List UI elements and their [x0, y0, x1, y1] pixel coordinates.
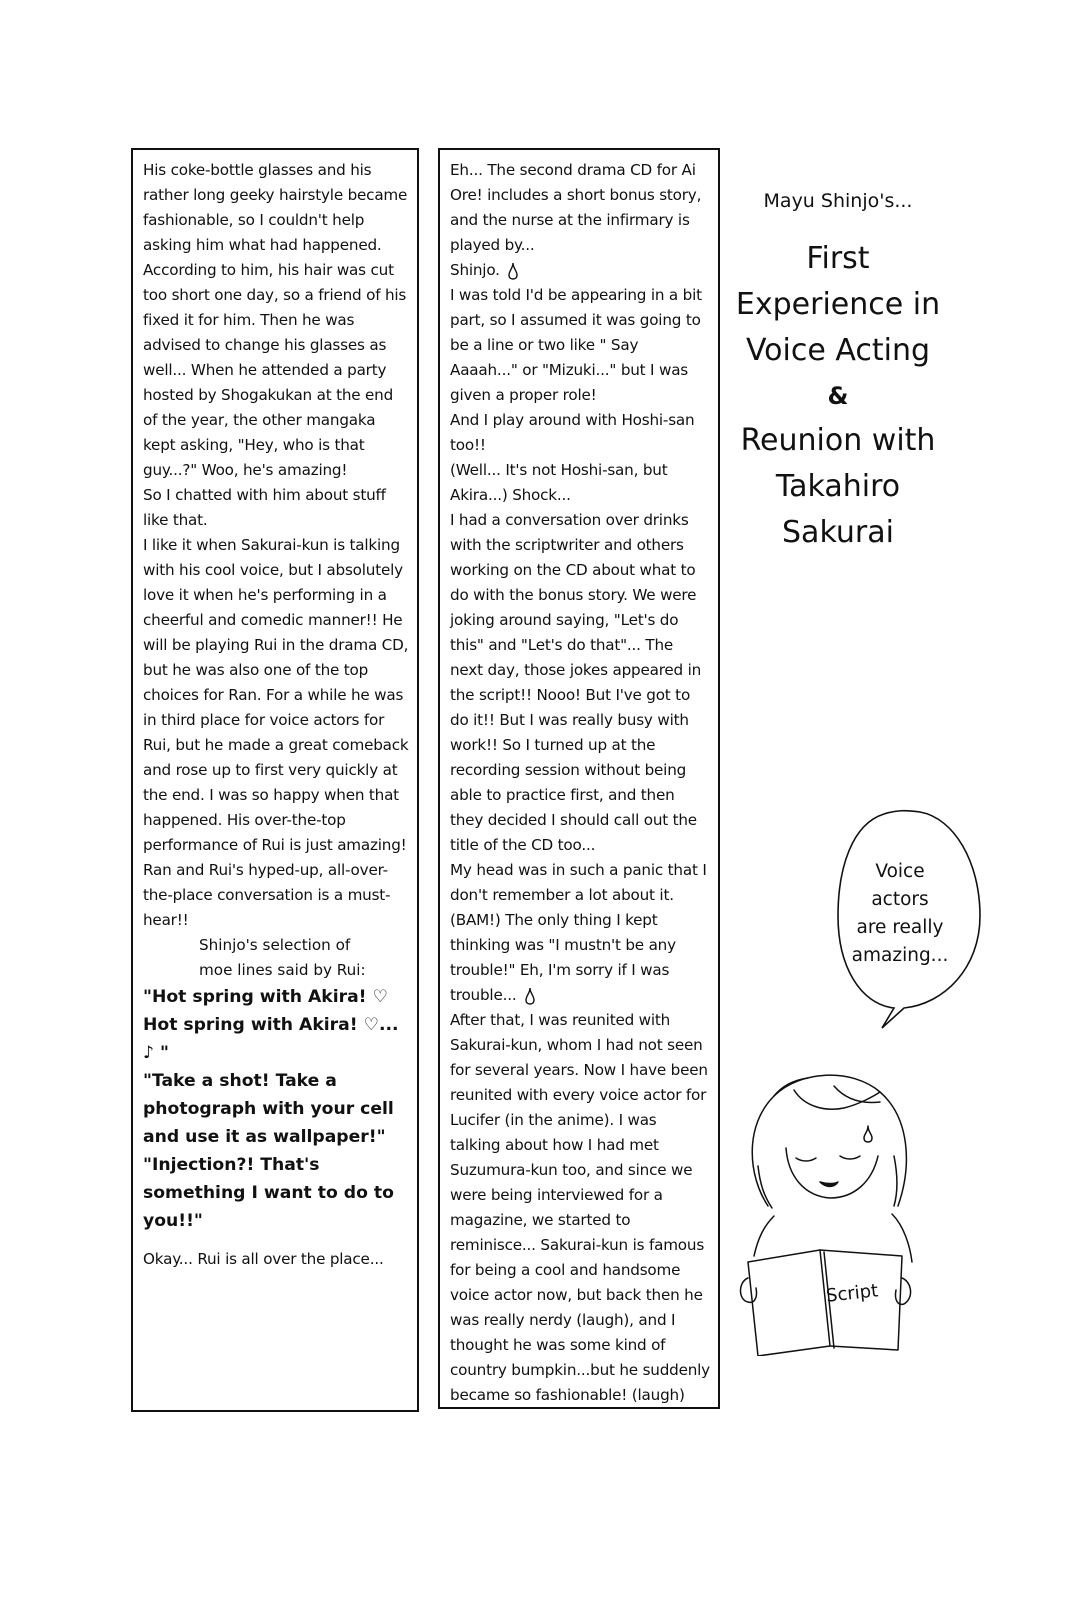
- bubble-line-1: Voice: [875, 861, 925, 882]
- left-text-column: [131, 148, 419, 1412]
- title-line-1: First: [806, 241, 870, 276]
- trouble-line: My head was in such a panic that I don't remember a lot about it. (BAM!) The only thing I kept thinking was "I mustn't be any trouble!" Eh, I'm sorry if I was trouble...: [450, 861, 707, 1004]
- left-paragraph-3: I like it when Sakurai-kun is talking with his cool voice, but I absolutely love it when he's performing in a cheerful and comedic manner!! He will be playing Rui in the drama CD, but he was also one of the top choices for Ran. For a while he was in third place for voice actors for Rui, but he made a great comeback and rose up to first very quickly at the end. I was so happy when that happened. His over-the-top performance of Rui is just amazing! Ran and Rui's hyped-up, all-over-the-place conversation is a must-hear!!: [143, 536, 409, 929]
- left-paragraph-2: So I chatted with him about stuff like that.: [143, 486, 386, 529]
- music-note-icon: ♪: [143, 1043, 154, 1063]
- script-label: Script: [825, 1280, 880, 1307]
- quote-take-a-shot: "Take a shot! Take a photograph with your cell and use it as wallpaper!": [143, 1071, 394, 1147]
- author-reading-script-illustration: [734, 1056, 924, 1356]
- title-block: [728, 186, 948, 556]
- middle-paragraph-1: Eh... The second drama CD for Ai Ore! includes a short bonus story, and the nurse at the infirmary is played by...: [450, 161, 702, 254]
- left-paragraph-1: His coke-bottle glasses and his rather long geeky hairstyle became fashionable, so I couldn't help asking him what had happened. According to him, his hair was cut too short one day, so a friend of his fixed it for him. Then he was advised to change his glasses as well... When he attended a party hosted by Shogakukan at the end of the year, the other mangaka kept asking, "Hey, who is that guy...?" Woo, he's amazing!: [143, 161, 408, 479]
- moe-lines-caption-1: Shinjo's selection of: [199, 936, 351, 954]
- title-line-3: Voice Acting: [745, 333, 930, 368]
- heart-icon: ♡: [372, 987, 388, 1007]
- middle-paragraph-5: (Well... It's not Hoshi-san, but Akira...) Shock...: [450, 461, 668, 504]
- quote-hot-spring-line2: Hot spring with Akira!: [143, 1015, 358, 1035]
- quote-close-mark: ": [153, 1043, 169, 1063]
- heart-icon: ♡: [363, 1015, 379, 1035]
- bubble-line-3: are really: [856, 917, 944, 938]
- title-line-2: Experience in: [735, 287, 941, 322]
- middle-paragraph-6: I had a conversation over drinks with the scriptwriter and others working on the CD about what to do with the bonus story. We were joking around saying, "Let's do this" and "Let's do that"... The next day, those jokes appeared in the script!! Nooo! But I've got to do it!! But I was really busy with work!! So I turned up at the recording session without being able to practice first, and then they decided I should call out the title of the CD too...: [450, 511, 702, 854]
- left-closing-line: Okay... Rui is all over the place...: [143, 1250, 384, 1268]
- speech-bubble-text: [838, 858, 962, 970]
- middle-paragraph-8: After that, I was reunited with Sakurai-kun, whom I had not seen for several years. Now I have been reunited with every voice actor for Lucifer (in the anime). I was talking about how I had met Suzumura-kun too, and since we were being interviewed for a magazine, we started to reminisce... Sakurai-kun is famous for being a cool and handsome voice actor now, but back then he was really nerdy (laugh), and I thought he was some kind of country bumpkin...but he suddenly became so fashionable! (laugh): [450, 1011, 710, 1404]
- quote-hot-spring-line1: "Hot spring with Akira!: [143, 987, 367, 1007]
- middle-paragraph-7: [450, 858, 710, 1008]
- title-ampersand: &: [827, 382, 849, 410]
- moe-lines-caption-2: moe lines said by Rui:: [199, 961, 366, 979]
- middle-paragraph-3: I was told I'd be appearing in a bit part, so I assumed it was going to be a line or two like " Say Aaaah..." or "Mizuki..." but I was given a proper role!: [450, 286, 702, 404]
- middle-paragraph-4: And I play around with Hoshi-san too!!: [450, 411, 695, 454]
- shinjo-line: Shinjo.: [450, 261, 500, 279]
- title-line-5: Takahiro: [775, 469, 901, 504]
- title-line-6: Sakurai: [782, 515, 894, 550]
- quote-ellipsis: ...: [378, 1015, 399, 1035]
- sweat-drop-icon: [525, 987, 535, 1005]
- middle-text-column: [438, 148, 720, 1409]
- author-byline: Mayu Shinjo's...: [763, 190, 913, 212]
- middle-paragraph-2: [450, 258, 710, 283]
- quote-injection: "Injection?! That's something I want to do to you!!": [143, 1155, 394, 1231]
- title-line-4: Reunion with: [740, 423, 936, 458]
- bubble-line-4: amazing...: [851, 945, 949, 966]
- bubble-line-2: actors: [871, 889, 929, 910]
- quote-hot-spring: [143, 983, 409, 1067]
- sweat-drop-icon: [508, 262, 518, 280]
